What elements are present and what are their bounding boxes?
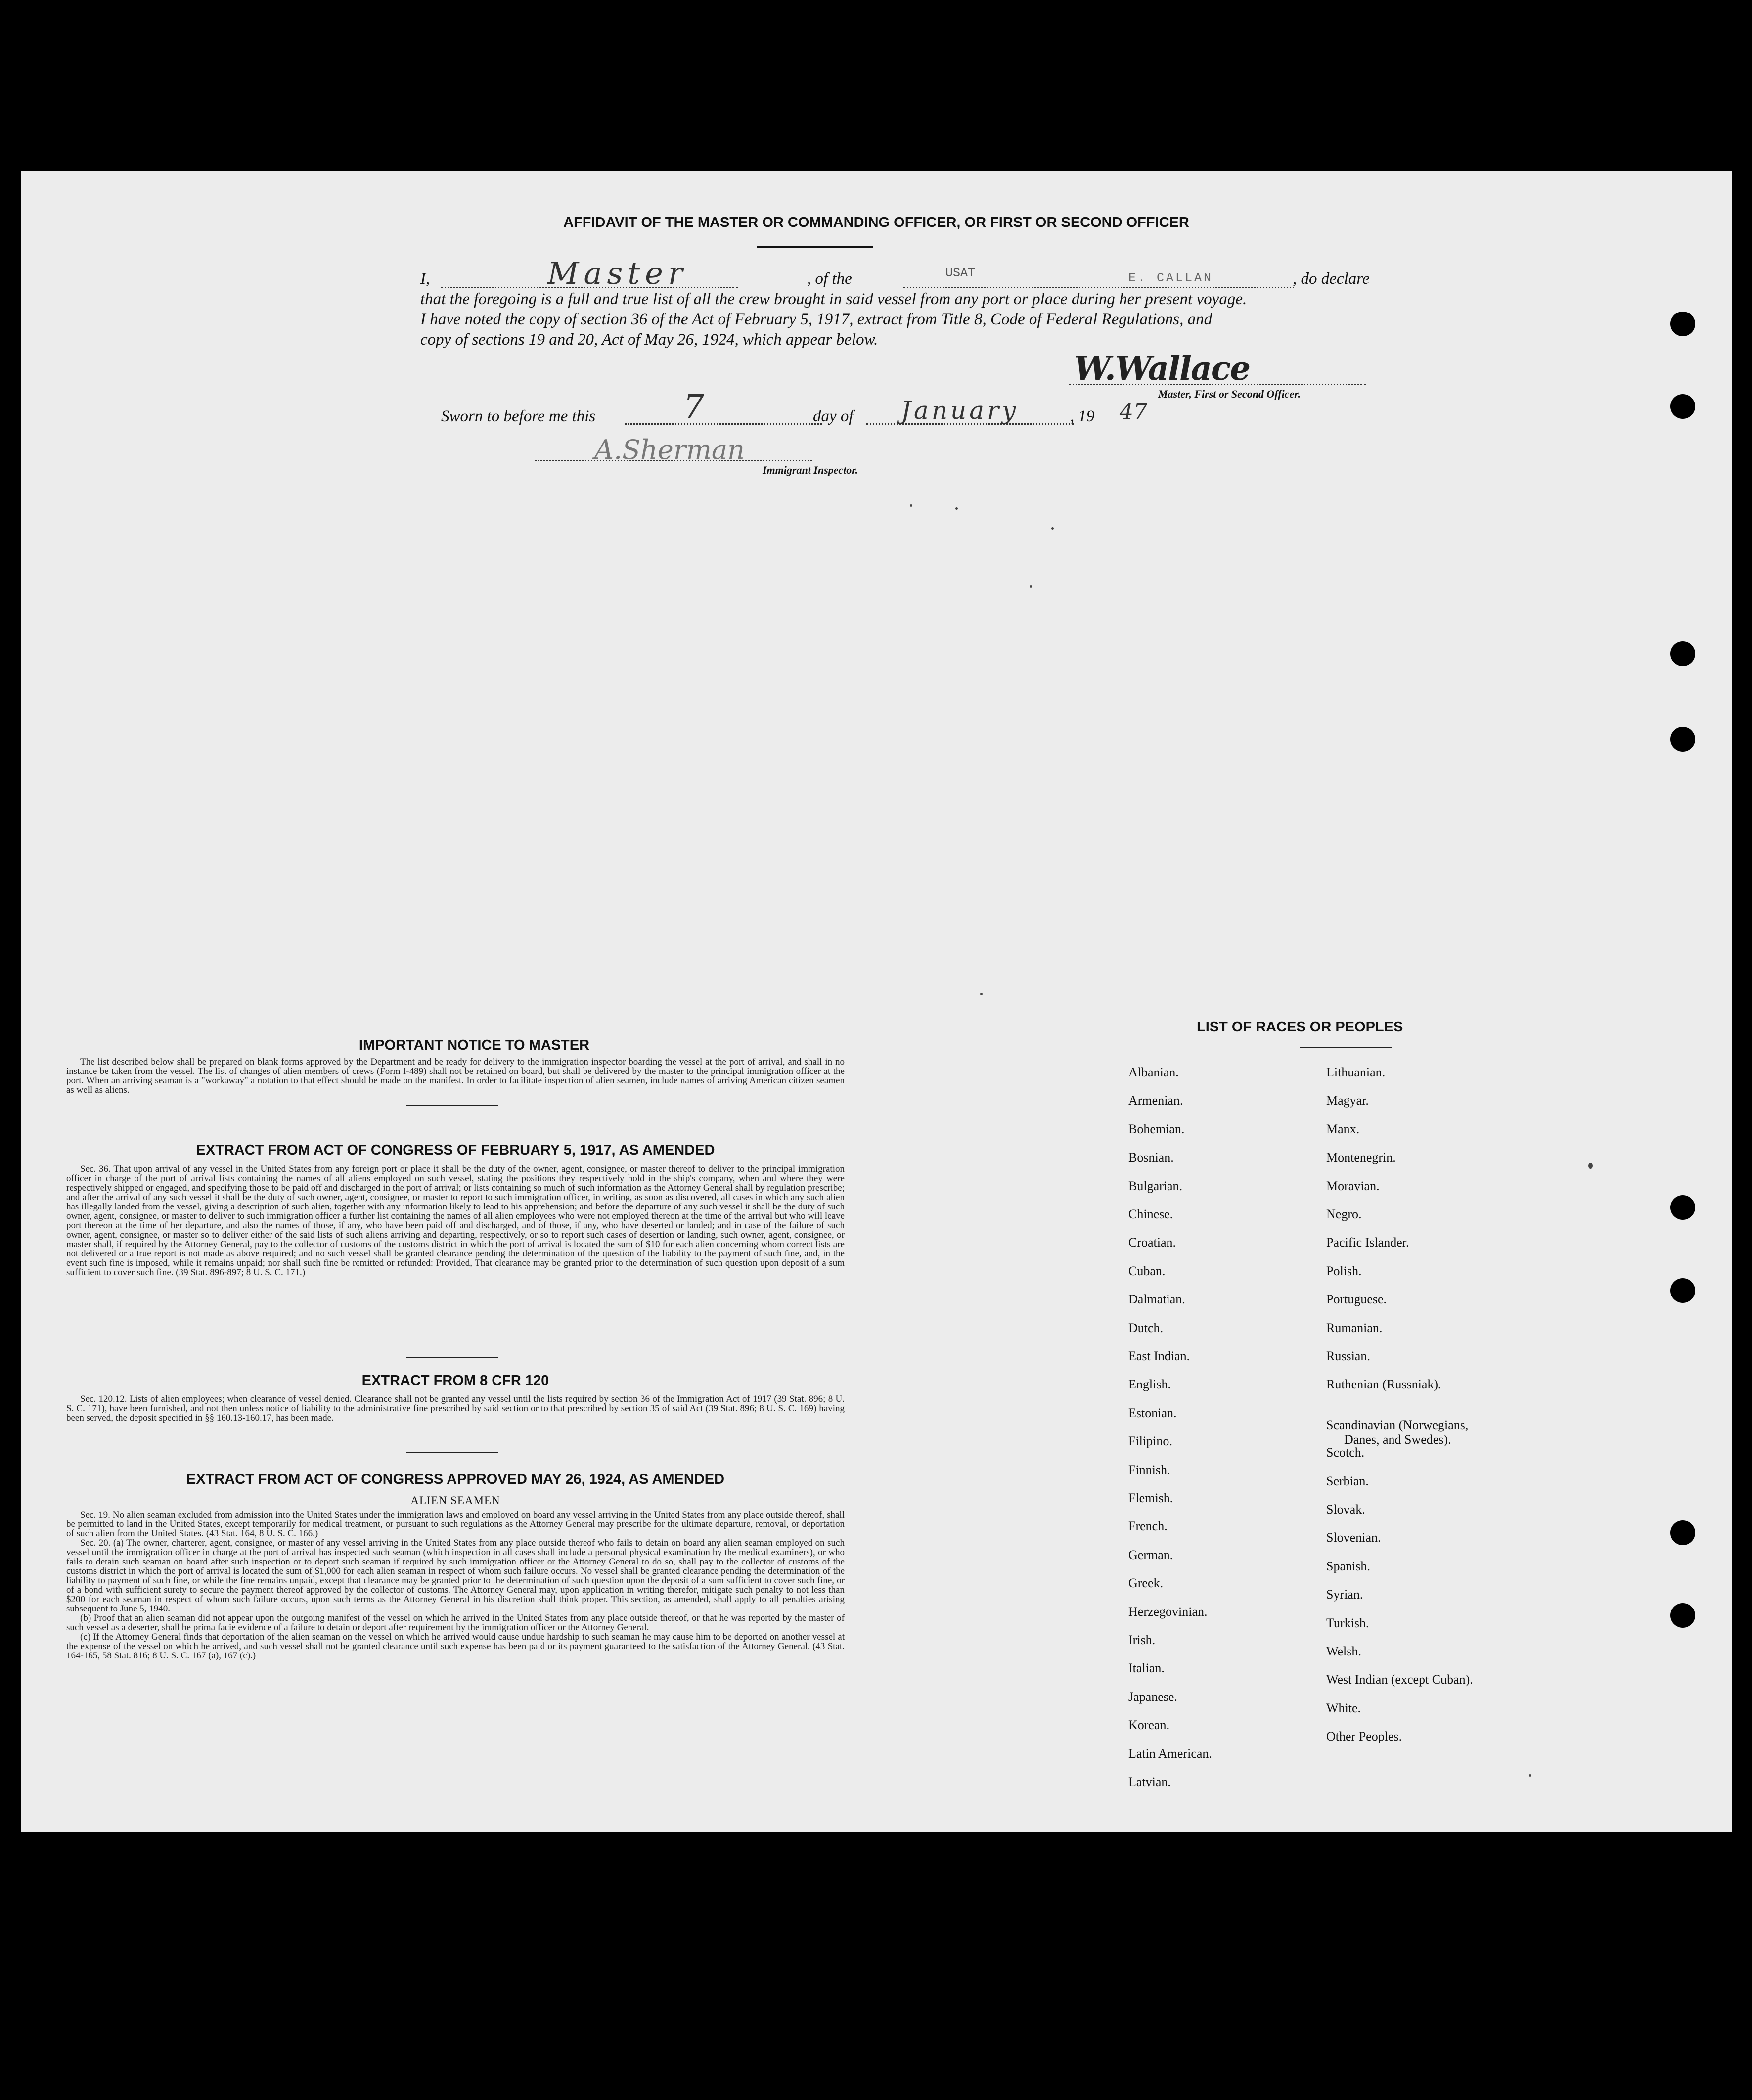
binder-hole (1670, 1520, 1695, 1545)
document-page (21, 171, 1732, 1832)
race-item: Latvian. (1128, 1775, 1171, 1789)
binder-hole (1670, 1278, 1695, 1303)
notice-title: IMPORTANT NOTICE TO MASTER (359, 1037, 590, 1053)
notice-paragraph: The list described below shall be prepared on blank forms approved by the Department and be ready for delivery to the immigration inspector boarding the vessel at the port of arrival, and shall in no instance be taken from the vessel. The list of changes of alien members of crews (Form I-489) shall not be retained on board, but shall be delivered by the master to the principal immigration officer at the port. When an arriving seaman is a "workaway" a notation to that effect should be made on the manifest. In order to facilitate inspection of alien seamen, include names of arriving American citizen seamen as well as aliens. (66, 1057, 845, 1095)
race-item: Montenegrin. (1326, 1150, 1396, 1165)
race-item: Greek. (1128, 1576, 1164, 1591)
extract-cfr-title: EXTRACT FROM 8 CFR 120 (361, 1373, 549, 1388)
race-item: Ruthenian (Russniak). (1326, 1377, 1441, 1392)
extract-1917-text (66, 1164, 845, 1277)
races-title-rule (1300, 1047, 1392, 1048)
race-item: West Indian (except Cuban). (1326, 1672, 1473, 1687)
day-line (625, 423, 822, 425)
race-item: Korean. (1128, 1718, 1170, 1733)
binder-hole (1670, 1195, 1695, 1220)
race-item: Irish. (1128, 1633, 1156, 1647)
extract-1924-sec-20c: (c) If the Attorney General finds that deportation of the alien seaman on the vessel on which he arrived would cause undue hardship to such seaman he may cause him to be deported on another vessel at the expense of the vessel on which he arrived, and such vessel shall not be granted clearance until such expense has been paid or its payment guaranteed to the satisfaction of the Attorney General. (43 Stat. 164-165, 58 Stat. 816; 8 U. S. C. 167 (a), 167 (c).) (66, 1632, 845, 1661)
scan-speck (1588, 1163, 1593, 1169)
affidavit-title-rule (757, 246, 873, 248)
race-item: Estonian. (1128, 1405, 1177, 1420)
extract-1924-sec-20a: Sec. 20. (a) The owner, charterer, agent, consignee, or master of any vessel arriving in the United States from any place outside thereof who fails to detain on board any alien seaman employed on such vessel until the immigration officer in charge at the port of arrival has inspected such seaman (which inspection in all cases shall include a personal physical examination by the medical examiners), or who fails to detain such seaman on board after such inspection or to deport such seaman if required by such immigration officer or the Attorney General to do so, shall pay to the collector of customs of the customs district in which the port of arrival is located the sum of $1,000 for each alien seaman in respect of whom such failure occurs. No vessel shall be granted clearance pending the determination of the liability to payment of such fine, or while the fine remains unpaid, except that clearance may be granted prior to the determination of such question upon the deposit of a sum sufficient to cover such fine, or of a bond with sufficient surety to secure the payment thereof approved by the collector of customs. The Attorney General may, upon application in writing therefor, mitigate such penalty to not less than $200 for each seaman in respect of whom such failure occurs, upon such terms as the Attorney General in his discretion shall think proper. This section, as amended, shall apply to all penalties arising subsequent to June 5, 1940. (66, 1538, 845, 1614)
notice-text (66, 1057, 845, 1095)
race-item: Herzegovinian. (1128, 1604, 1208, 1619)
extract-1917-paragraph: Sec. 36. That upon arrival of any vessel in the United States from any foreign port or place it shall be the duty of the owner, agent, consignee, or master thereof to deliver to the principal immigration officer in charge of the port of arrival lists containing the names of all aliens employed on such vessel, stating the positions they respectively hold in the ship's company, when and where they were respectively shipped or engaged, and specifying those to be paid off and discharged in the port of arrival; or lists containing so much of such information as the Attorney General shall by regulation prescribe; and after the arrival of any such vessel it shall be the duty of such owner, agent, consignee, or master to report to such immigration officer, in writing, as soon as discovered, all cases in which any such alien has illegally landed from the vessel, giving a description of such alien, together with any information likely to lead to his apprehension; and before the departure of any such vessel it shall be the duty of such owner, agent, consignee, or master to deliver to such immigration officer a further list containing the names of all alien employees who were not employed thereon at the time of the arrival but who will leave port thereon at the time of her departure, and also the names of those, if any, who have been paid off and discharged, and of those, if any, who have deserted or landed; and in case of the failure of such owner, agent, consignee, or master so to deliver either of the said lists of such aliens arriving and departing, respectively, or so to report such cases of desertion or landing, such owner, agent, consignee, or master shall, if required by the Attorney General, pay to the collector of customs of the customs district in which the port of arrival is located the sum of $10 for each alien concerning whom correct lists are not delivered or a true report is not made as above required; and no such vessel shall be granted clearance pending the determination of the question of the liability to the payment of such fine, and, in the event such fine is imposed, while it remains unpaid; nor shall such fine be remitted or refunded: Provided, That clearance may be granted prior to the determination of such question upon deposit of a sum sufficient to cover such fine. (39 Stat. 896-897; 8 U. S. C. 171.) (66, 1164, 845, 1278)
race-item: English. (1128, 1377, 1171, 1392)
sworn-label: Sworn to before me this (441, 407, 596, 425)
scan-speck (1529, 1774, 1531, 1777)
race-item: Slovak. (1326, 1502, 1365, 1517)
race-item: Other Peoples. (1326, 1729, 1402, 1744)
vessel-name-line (903, 287, 1294, 288)
race-item: Flemish. (1128, 1491, 1173, 1505)
extract-cfr-text (66, 1394, 845, 1423)
race-item: Russian. (1326, 1349, 1370, 1363)
sworn-month: January (901, 396, 1019, 425)
race-item: Portuguese. (1326, 1292, 1387, 1307)
race-item: Dutch. (1128, 1320, 1164, 1335)
race-item: Cuban. (1128, 1263, 1166, 1278)
race-item: Serbian. (1326, 1474, 1369, 1488)
affidavit-i-label: I, (420, 270, 430, 288)
race-item: Moravian. (1326, 1178, 1380, 1193)
race-item: White. (1326, 1700, 1361, 1715)
scan-speck (980, 993, 983, 995)
race-item: Danes, and Swedes). (1344, 1432, 1451, 1447)
extract-cfr-paragraph: Sec. 120.12. Lists of alien employees; when clearance of vessel denied. Clearance shall not be granted any vessel until the lists required by section 36 of the Immigration Act of 1917 (39 Stat. 896; 8 U. S. C. 171), have been furnished, and not then unless notice of liability to the administrative fine prescribed by said section or to that prescribed by section 35 of said Act (39 Stat. 896; 8 U. S. C. 169) having been served, the deposit specified in §§ 160.13-160.17, has been made. (66, 1394, 845, 1423)
extract-1924-subtitle: ALIEN SEAMEN (410, 1494, 500, 1507)
race-item: French. (1128, 1519, 1168, 1534)
races-title: LIST OF RACES OR PEOPLES (1197, 1019, 1403, 1035)
day-of-label: day of (813, 407, 854, 425)
race-item: Bosnian. (1128, 1150, 1174, 1165)
race-item: Italian. (1128, 1661, 1165, 1676)
race-item: Lithuanian. (1326, 1065, 1386, 1079)
race-item: Croatian. (1128, 1235, 1176, 1250)
affidavit-line-2: that the foregoing is a full and true list of all the crew brought in said vessel from any port or place during her present voyage. (420, 290, 1247, 308)
vessel-prefix-stamp: USAT (945, 266, 976, 280)
race-item: Rumanian. (1326, 1320, 1383, 1335)
affidavit-line-3: I have noted the copy of section 36 of the Act of February 5, 1917, extract from Title 8, Code of Federal Regulations, and (420, 311, 1213, 328)
scan-speck (1051, 527, 1054, 530)
binder-hole (1670, 1603, 1695, 1628)
race-item: Turkish. (1326, 1615, 1369, 1630)
extract-1924-sec-20b: (b) Proof that an alien seaman did not appear upon the outgoing manifest of the vessel on which he arrived in the United States from any place outside thereof, or that he was reported by the master of such vessel as a deserter, shall be prima facie evidence of a failure to detain or deport after requirement by the immigration officer or the Attorney General. (66, 1613, 845, 1633)
race-item: Dalmatian. (1128, 1292, 1185, 1307)
sworn-day: 7 (683, 388, 704, 426)
inspector-signature: A.Sherman (594, 434, 745, 465)
race-item: Chinese. (1128, 1207, 1173, 1221)
scan-speck (910, 504, 912, 507)
race-item: Scotch. (1326, 1445, 1365, 1460)
race-item: Albanian. (1128, 1065, 1179, 1079)
master-name-handwritten: Master (547, 255, 688, 291)
affidavit-do-declare: , do declare (1293, 270, 1370, 288)
binder-hole (1670, 727, 1695, 752)
extract-1924-text (66, 1510, 845, 1660)
affidavit-title: AFFIDAVIT OF THE MASTER OR COMMANDING OFFICER, OR FIRST OR SECOND OFFICER (563, 215, 1189, 230)
affidavit-of-the: , of the (807, 270, 852, 288)
vessel-name-stamp: E. CALLAN (1128, 271, 1213, 285)
race-item: Japanese. (1128, 1689, 1177, 1704)
extract-cfr-rule (406, 1452, 498, 1453)
race-item: Welsh. (1326, 1644, 1361, 1658)
binder-hole (1670, 641, 1695, 666)
extract-1917-title: EXTRACT FROM ACT OF CONGRESS OF FEBRUARY 5, 1917, AS AMENDED (196, 1142, 715, 1158)
master-signature: W.Wallace (1074, 349, 1250, 388)
extract-1924-sec-19: Sec. 19. No alien seaman excluded from admission into the United States under the immigration laws and employed on board any vessel arriving in the United States from any place outside thereof, shall be permitted to land in the United States, except temporarily for medical treatment, or pursuant to such regulations as the Attorney General may prescribe for the ultimate departure, removal, or deportation of such alien from the United States. (43 Stat. 164, 8 U. S. C. 166.) (66, 1510, 845, 1539)
scan-speck (955, 507, 958, 510)
race-item: East Indian. (1128, 1349, 1190, 1363)
race-item: German. (1128, 1547, 1173, 1562)
binder-hole (1670, 312, 1695, 336)
race-item: Polish. (1326, 1263, 1362, 1278)
affidavit-line-4: copy of sections 19 and 20, Act of May 26, 1924, which appear below. (420, 331, 878, 349)
race-item: Pacific Islander. (1326, 1235, 1409, 1250)
race-item: Finnish. (1128, 1462, 1170, 1477)
race-item: Slovenian. (1326, 1530, 1381, 1545)
race-item: Negro. (1326, 1207, 1362, 1221)
inspector-caption: Immigrant Inspector. (763, 464, 858, 476)
race-item: Bohemian. (1128, 1121, 1185, 1136)
master-signature-caption: Master, First or Second Officer. (1158, 388, 1301, 400)
race-item: Manx. (1326, 1121, 1360, 1136)
extract-1917-rule (406, 1357, 498, 1358)
race-item: Bulgarian. (1128, 1178, 1183, 1193)
notice-rule (406, 1105, 498, 1106)
extract-1924-title: EXTRACT FROM ACT OF CONGRESS APPROVED MAY 26, 1924, AS AMENDED (186, 1472, 725, 1487)
race-item: Syrian. (1326, 1587, 1363, 1602)
race-item: Latin American. (1128, 1746, 1212, 1761)
race-item: Spanish. (1326, 1559, 1370, 1573)
scan-speck (1030, 585, 1032, 588)
race-item: Scandinavian (Norwegians, (1326, 1417, 1469, 1432)
year-prefix: , 19 (1070, 407, 1095, 425)
race-item: Filipino. (1128, 1434, 1172, 1449)
race-item: Magyar. (1326, 1093, 1369, 1108)
sworn-year: 47 (1120, 400, 1147, 425)
race-item: Armenian. (1128, 1093, 1183, 1108)
binder-hole (1670, 394, 1695, 419)
